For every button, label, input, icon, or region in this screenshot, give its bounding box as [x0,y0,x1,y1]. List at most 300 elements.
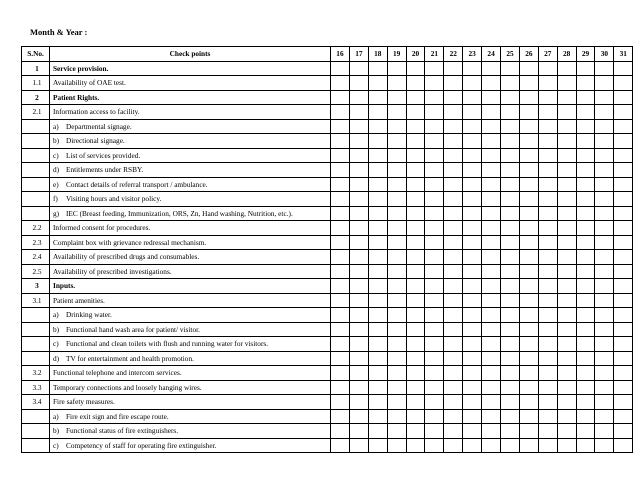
day-cell-24[interactable] [482,61,501,76]
day-cell-19[interactable] [387,264,406,279]
day-cell-28[interactable] [557,134,576,149]
day-cell-25[interactable] [501,308,520,323]
day-cell-29[interactable] [576,395,595,410]
day-cell-28[interactable] [557,293,576,308]
day-cell-29[interactable] [576,380,595,395]
day-cell-28[interactable] [557,235,576,250]
day-cell-24[interactable] [482,264,501,279]
day-cell-30[interactable] [595,250,614,265]
day-cell-20[interactable] [406,351,425,366]
day-cell-16[interactable] [331,380,350,395]
day-cell-26[interactable] [519,308,538,323]
day-cell-19[interactable] [387,221,406,236]
day-cell-22[interactable] [444,264,463,279]
day-cell-19[interactable] [387,163,406,178]
day-cell-20[interactable] [406,395,425,410]
day-cell-26[interactable] [519,438,538,453]
day-cell-17[interactable] [349,380,368,395]
day-cell-25[interactable] [501,250,520,265]
day-cell-26[interactable] [519,192,538,207]
day-cell-24[interactable] [482,366,501,381]
day-cell-28[interactable] [557,351,576,366]
day-cell-22[interactable] [444,279,463,294]
day-cell-31[interactable] [614,409,633,424]
day-cell-19[interactable] [387,366,406,381]
day-cell-16[interactable] [331,192,350,207]
day-cell-25[interactable] [501,279,520,294]
day-cell-28[interactable] [557,250,576,265]
day-cell-26[interactable] [519,279,538,294]
day-cell-28[interactable] [557,322,576,337]
day-cell-24[interactable] [482,192,501,207]
day-cell-24[interactable] [482,308,501,323]
day-cell-25[interactable] [501,438,520,453]
day-cell-16[interactable] [331,308,350,323]
day-cell-26[interactable] [519,293,538,308]
day-cell-19[interactable] [387,380,406,395]
day-cell-27[interactable] [538,424,557,439]
day-cell-17[interactable] [349,438,368,453]
day-cell-24[interactable] [482,221,501,236]
day-cell-19[interactable] [387,337,406,352]
day-cell-22[interactable] [444,424,463,439]
day-cell-31[interactable] [614,395,633,410]
day-cell-30[interactable] [595,351,614,366]
day-cell-17[interactable] [349,134,368,149]
day-cell-29[interactable] [576,351,595,366]
day-cell-25[interactable] [501,177,520,192]
day-cell-27[interactable] [538,119,557,134]
day-cell-18[interactable] [368,221,387,236]
day-cell-27[interactable] [538,395,557,410]
day-cell-23[interactable] [463,192,482,207]
day-cell-22[interactable] [444,90,463,105]
day-cell-16[interactable] [331,351,350,366]
day-cell-30[interactable] [595,90,614,105]
day-cell-21[interactable] [425,380,444,395]
day-cell-17[interactable] [349,322,368,337]
day-cell-17[interactable] [349,235,368,250]
day-cell-20[interactable] [406,322,425,337]
day-cell-23[interactable] [463,105,482,120]
day-cell-24[interactable] [482,424,501,439]
day-cell-23[interactable] [463,264,482,279]
day-cell-17[interactable] [349,279,368,294]
day-cell-29[interactable] [576,61,595,76]
day-cell-21[interactable] [425,351,444,366]
day-cell-21[interactable] [425,76,444,91]
day-cell-22[interactable] [444,409,463,424]
day-cell-31[interactable] [614,221,633,236]
day-cell-27[interactable] [538,438,557,453]
day-cell-18[interactable] [368,61,387,76]
day-cell-28[interactable] [557,148,576,163]
day-cell-21[interactable] [425,90,444,105]
day-cell-22[interactable] [444,293,463,308]
day-cell-26[interactable] [519,322,538,337]
day-cell-31[interactable] [614,366,633,381]
day-cell-30[interactable] [595,395,614,410]
day-cell-27[interactable] [538,134,557,149]
day-cell-21[interactable] [425,395,444,410]
day-cell-31[interactable] [614,438,633,453]
day-cell-27[interactable] [538,380,557,395]
day-cell-21[interactable] [425,206,444,221]
day-cell-21[interactable] [425,250,444,265]
day-cell-17[interactable] [349,177,368,192]
day-cell-22[interactable] [444,61,463,76]
day-cell-23[interactable] [463,235,482,250]
day-cell-20[interactable] [406,148,425,163]
day-cell-30[interactable] [595,105,614,120]
day-cell-28[interactable] [557,90,576,105]
day-cell-30[interactable] [595,177,614,192]
day-cell-19[interactable] [387,192,406,207]
day-cell-27[interactable] [538,250,557,265]
day-cell-21[interactable] [425,308,444,323]
day-cell-21[interactable] [425,105,444,120]
day-cell-24[interactable] [482,322,501,337]
day-cell-27[interactable] [538,235,557,250]
day-cell-27[interactable] [538,148,557,163]
day-cell-23[interactable] [463,61,482,76]
day-cell-16[interactable] [331,148,350,163]
day-cell-22[interactable] [444,308,463,323]
day-cell-22[interactable] [444,380,463,395]
day-cell-25[interactable] [501,380,520,395]
day-cell-22[interactable] [444,337,463,352]
day-cell-22[interactable] [444,366,463,381]
day-cell-24[interactable] [482,279,501,294]
day-cell-20[interactable] [406,90,425,105]
day-cell-26[interactable] [519,148,538,163]
day-cell-20[interactable] [406,424,425,439]
day-cell-24[interactable] [482,250,501,265]
day-cell-23[interactable] [463,250,482,265]
day-cell-23[interactable] [463,163,482,178]
day-cell-31[interactable] [614,163,633,178]
day-cell-17[interactable] [349,192,368,207]
day-cell-28[interactable] [557,308,576,323]
day-cell-27[interactable] [538,264,557,279]
day-cell-28[interactable] [557,221,576,236]
day-cell-30[interactable] [595,293,614,308]
day-cell-30[interactable] [595,380,614,395]
day-cell-17[interactable] [349,308,368,323]
day-cell-31[interactable] [614,105,633,120]
day-cell-23[interactable] [463,366,482,381]
day-cell-16[interactable] [331,163,350,178]
day-cell-24[interactable] [482,351,501,366]
day-cell-27[interactable] [538,337,557,352]
day-cell-23[interactable] [463,279,482,294]
day-cell-17[interactable] [349,61,368,76]
day-cell-19[interactable] [387,308,406,323]
day-cell-26[interactable] [519,105,538,120]
day-cell-31[interactable] [614,308,633,323]
day-cell-26[interactable] [519,61,538,76]
day-cell-29[interactable] [576,119,595,134]
day-cell-31[interactable] [614,264,633,279]
day-cell-31[interactable] [614,380,633,395]
day-cell-18[interactable] [368,337,387,352]
day-cell-30[interactable] [595,206,614,221]
day-cell-30[interactable] [595,134,614,149]
day-cell-18[interactable] [368,105,387,120]
day-cell-26[interactable] [519,177,538,192]
day-cell-29[interactable] [576,424,595,439]
day-cell-31[interactable] [614,177,633,192]
day-cell-19[interactable] [387,351,406,366]
day-cell-17[interactable] [349,395,368,410]
day-cell-27[interactable] [538,351,557,366]
day-cell-20[interactable] [406,177,425,192]
day-cell-27[interactable] [538,221,557,236]
day-cell-18[interactable] [368,395,387,410]
day-cell-27[interactable] [538,206,557,221]
day-cell-30[interactable] [595,438,614,453]
day-cell-26[interactable] [519,134,538,149]
day-cell-28[interactable] [557,395,576,410]
day-cell-31[interactable] [614,192,633,207]
day-cell-20[interactable] [406,61,425,76]
day-cell-17[interactable] [349,337,368,352]
day-cell-18[interactable] [368,192,387,207]
day-cell-23[interactable] [463,380,482,395]
day-cell-26[interactable] [519,424,538,439]
day-cell-29[interactable] [576,250,595,265]
day-cell-18[interactable] [368,250,387,265]
day-cell-29[interactable] [576,90,595,105]
day-cell-27[interactable] [538,192,557,207]
day-cell-22[interactable] [444,134,463,149]
day-cell-31[interactable] [614,337,633,352]
day-cell-19[interactable] [387,438,406,453]
day-cell-30[interactable] [595,163,614,178]
day-cell-17[interactable] [349,424,368,439]
day-cell-27[interactable] [538,105,557,120]
day-cell-31[interactable] [614,134,633,149]
day-cell-18[interactable] [368,206,387,221]
day-cell-30[interactable] [595,322,614,337]
day-cell-20[interactable] [406,206,425,221]
day-cell-25[interactable] [501,148,520,163]
day-cell-28[interactable] [557,366,576,381]
day-cell-21[interactable] [425,438,444,453]
day-cell-19[interactable] [387,119,406,134]
day-cell-17[interactable] [349,351,368,366]
day-cell-24[interactable] [482,293,501,308]
day-cell-19[interactable] [387,322,406,337]
day-cell-29[interactable] [576,264,595,279]
day-cell-29[interactable] [576,438,595,453]
day-cell-29[interactable] [576,293,595,308]
day-cell-23[interactable] [463,337,482,352]
day-cell-27[interactable] [538,61,557,76]
day-cell-23[interactable] [463,177,482,192]
day-cell-25[interactable] [501,61,520,76]
day-cell-29[interactable] [576,337,595,352]
day-cell-21[interactable] [425,366,444,381]
day-cell-24[interactable] [482,76,501,91]
day-cell-28[interactable] [557,206,576,221]
day-cell-25[interactable] [501,90,520,105]
day-cell-17[interactable] [349,293,368,308]
day-cell-30[interactable] [595,409,614,424]
day-cell-16[interactable] [331,337,350,352]
day-cell-23[interactable] [463,322,482,337]
day-cell-22[interactable] [444,235,463,250]
day-cell-26[interactable] [519,380,538,395]
day-cell-22[interactable] [444,351,463,366]
day-cell-29[interactable] [576,192,595,207]
day-cell-17[interactable] [349,105,368,120]
day-cell-22[interactable] [444,438,463,453]
day-cell-20[interactable] [406,163,425,178]
day-cell-31[interactable] [614,235,633,250]
day-cell-22[interactable] [444,322,463,337]
day-cell-26[interactable] [519,221,538,236]
day-cell-29[interactable] [576,134,595,149]
day-cell-25[interactable] [501,105,520,120]
day-cell-16[interactable] [331,409,350,424]
day-cell-26[interactable] [519,366,538,381]
day-cell-23[interactable] [463,206,482,221]
day-cell-20[interactable] [406,380,425,395]
day-cell-17[interactable] [349,148,368,163]
day-cell-31[interactable] [614,293,633,308]
day-cell-25[interactable] [501,424,520,439]
day-cell-26[interactable] [519,163,538,178]
day-cell-18[interactable] [368,163,387,178]
day-cell-17[interactable] [349,409,368,424]
day-cell-23[interactable] [463,351,482,366]
day-cell-29[interactable] [576,221,595,236]
day-cell-28[interactable] [557,337,576,352]
day-cell-29[interactable] [576,308,595,323]
day-cell-29[interactable] [576,235,595,250]
day-cell-18[interactable] [368,148,387,163]
day-cell-30[interactable] [595,148,614,163]
day-cell-18[interactable] [368,424,387,439]
day-cell-24[interactable] [482,206,501,221]
day-cell-17[interactable] [349,119,368,134]
day-cell-28[interactable] [557,409,576,424]
day-cell-20[interactable] [406,134,425,149]
day-cell-27[interactable] [538,163,557,178]
day-cell-25[interactable] [501,351,520,366]
day-cell-21[interactable] [425,192,444,207]
day-cell-21[interactable] [425,163,444,178]
day-cell-19[interactable] [387,235,406,250]
day-cell-31[interactable] [614,351,633,366]
day-cell-24[interactable] [482,409,501,424]
day-cell-26[interactable] [519,250,538,265]
day-cell-25[interactable] [501,337,520,352]
day-cell-24[interactable] [482,90,501,105]
day-cell-27[interactable] [538,366,557,381]
day-cell-23[interactable] [463,90,482,105]
day-cell-25[interactable] [501,409,520,424]
day-cell-28[interactable] [557,177,576,192]
day-cell-22[interactable] [444,76,463,91]
day-cell-16[interactable] [331,322,350,337]
day-cell-21[interactable] [425,235,444,250]
day-cell-31[interactable] [614,90,633,105]
day-cell-16[interactable] [331,395,350,410]
day-cell-25[interactable] [501,76,520,91]
day-cell-25[interactable] [501,163,520,178]
day-cell-17[interactable] [349,76,368,91]
day-cell-21[interactable] [425,424,444,439]
day-cell-24[interactable] [482,105,501,120]
day-cell-18[interactable] [368,177,387,192]
day-cell-20[interactable] [406,192,425,207]
day-cell-21[interactable] [425,61,444,76]
day-cell-18[interactable] [368,293,387,308]
day-cell-25[interactable] [501,192,520,207]
day-cell-27[interactable] [538,90,557,105]
day-cell-16[interactable] [331,90,350,105]
day-cell-23[interactable] [463,148,482,163]
day-cell-30[interactable] [595,192,614,207]
day-cell-18[interactable] [368,308,387,323]
day-cell-16[interactable] [331,424,350,439]
day-cell-24[interactable] [482,235,501,250]
day-cell-22[interactable] [444,221,463,236]
day-cell-16[interactable] [331,134,350,149]
day-cell-18[interactable] [368,76,387,91]
day-cell-18[interactable] [368,90,387,105]
day-cell-28[interactable] [557,163,576,178]
day-cell-22[interactable] [444,163,463,178]
day-cell-20[interactable] [406,438,425,453]
day-cell-26[interactable] [519,235,538,250]
day-cell-27[interactable] [538,308,557,323]
day-cell-20[interactable] [406,250,425,265]
day-cell-29[interactable] [576,322,595,337]
day-cell-22[interactable] [444,206,463,221]
day-cell-31[interactable] [614,424,633,439]
day-cell-30[interactable] [595,61,614,76]
day-cell-26[interactable] [519,90,538,105]
day-cell-29[interactable] [576,105,595,120]
day-cell-24[interactable] [482,395,501,410]
day-cell-28[interactable] [557,76,576,91]
day-cell-26[interactable] [519,119,538,134]
day-cell-30[interactable] [595,337,614,352]
day-cell-31[interactable] [614,76,633,91]
day-cell-22[interactable] [444,250,463,265]
day-cell-21[interactable] [425,264,444,279]
day-cell-24[interactable] [482,380,501,395]
day-cell-30[interactable] [595,119,614,134]
day-cell-27[interactable] [538,177,557,192]
day-cell-16[interactable] [331,279,350,294]
day-cell-20[interactable] [406,221,425,236]
day-cell-28[interactable] [557,424,576,439]
day-cell-31[interactable] [614,279,633,294]
day-cell-28[interactable] [557,192,576,207]
day-cell-29[interactable] [576,206,595,221]
day-cell-26[interactable] [519,76,538,91]
day-cell-25[interactable] [501,322,520,337]
day-cell-31[interactable] [614,148,633,163]
day-cell-20[interactable] [406,105,425,120]
day-cell-18[interactable] [368,409,387,424]
day-cell-19[interactable] [387,424,406,439]
day-cell-20[interactable] [406,119,425,134]
